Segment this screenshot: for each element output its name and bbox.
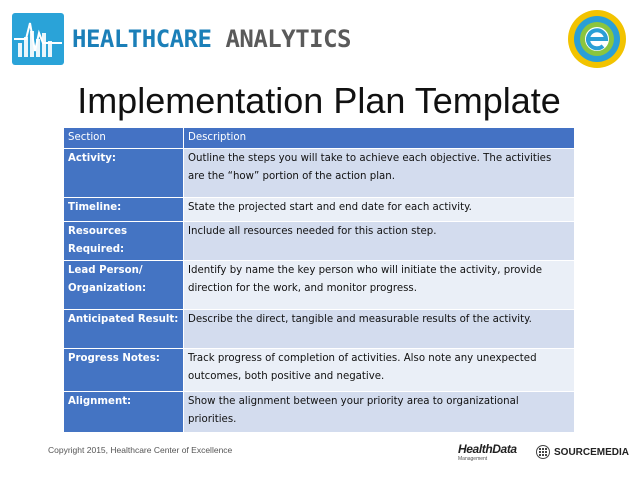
table-row <box>64 392 574 433</box>
brand-name <box>72 22 351 56</box>
brand-part-1: HEALTHCARE <box>72 25 212 53</box>
table-row <box>64 198 574 222</box>
healthcare-analytics-logo-icon <box>12 13 64 65</box>
row-description: Show the alignment between your priority area to organizational priorities. <box>184 392 574 432</box>
row-description: Include all resources needed for this action step. <box>184 222 574 260</box>
table-row <box>64 349 574 392</box>
row-section: Lead Person/ Organization: <box>64 261 184 309</box>
row-description: Identify by name the key person who will initiate the activity, provide direction for the work, and monitor progress. <box>184 261 574 309</box>
healthdata-sub: Management <box>458 456 488 462</box>
row-section: Activity: <box>64 149 184 197</box>
sourcemedia-logo <box>536 445 629 459</box>
row-description: Describe the direct, tangible and measurable results of the activity. <box>184 310 574 348</box>
row-section: Timeline: <box>64 198 184 221</box>
table-row <box>64 149 574 198</box>
healthdata-name: HealthData <box>458 442 517 456</box>
table-row <box>64 261 574 310</box>
plan-table <box>64 128 574 433</box>
row-description: State the projected start and end date for each activity. <box>184 198 574 221</box>
copyright-text: Copyright 2015, Healthcare Center of Excellence <box>48 445 233 455</box>
page-title: Implementation Plan Template <box>77 80 561 121</box>
row-section: Progress Notes: <box>64 349 184 391</box>
header-description: Description <box>184 128 574 148</box>
row-section: Alignment: <box>64 392 184 432</box>
row-description: Outline the steps you will take to achieve each objective. The activities are the “how” portion of the action plan. <box>184 149 574 197</box>
row-section: Anticipated Result: <box>64 310 184 348</box>
healthdata-logo <box>458 441 517 462</box>
table-row <box>64 310 574 349</box>
row-description: Track progress of completion of activities. Also note any unexpected outcomes, both positive and negative. <box>184 349 574 391</box>
center-of-excellence-logo-icon <box>566 8 628 70</box>
table-row <box>64 222 574 261</box>
row-section: Resources Required: <box>64 222 184 260</box>
sourcemedia-name: SOURCEMEDIA <box>554 446 630 458</box>
header-section: Section <box>64 128 184 148</box>
table-header-row <box>64 128 574 149</box>
brand-part-2: ANALYTICS <box>211 25 351 53</box>
sourcemedia-grid-icon <box>536 445 550 459</box>
